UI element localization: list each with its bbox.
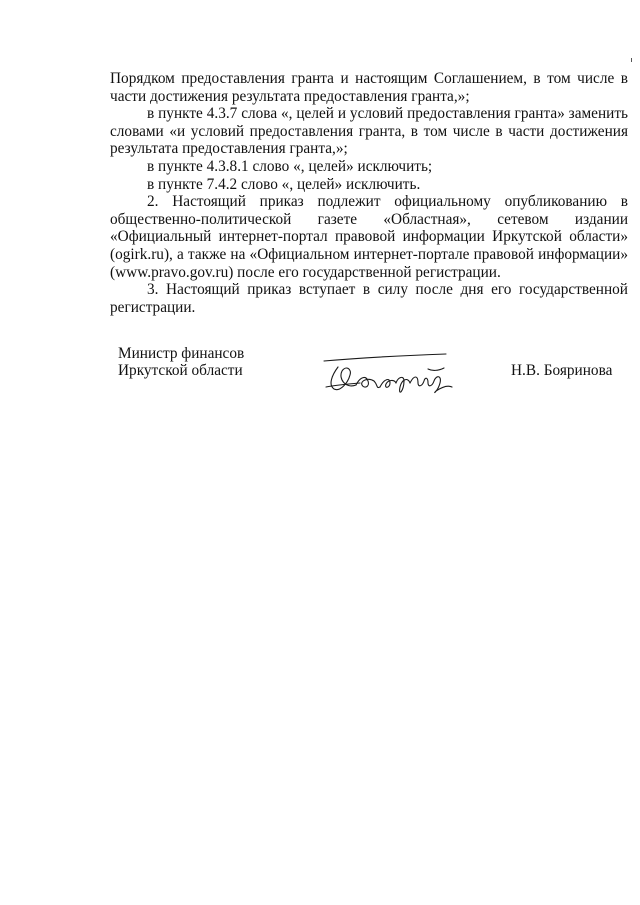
handwritten-signature xyxy=(318,347,458,399)
paragraph-item-4-3-8-1: в пункте 4.3.8.1 слово «, целей» исключить; xyxy=(147,157,433,175)
signatory-name: Н.В. Бояринова xyxy=(511,362,613,379)
paragraph-continuation: Порядком предоставления гранта и настоящим Соглашением, в том числе в части достижения результата предоставления гранта,»; xyxy=(110,70,628,105)
paragraph-item-7-4-2: в пункте 7.4.2 слово «, целей» исключить. xyxy=(147,175,421,193)
signatory-title xyxy=(118,345,298,379)
signature-block xyxy=(118,345,628,405)
paragraph-clause-3: 3. Настоящий приказ вступает в силу после дня его государственной регистрации. xyxy=(110,281,628,316)
paragraph-item-4-3-7: в пункте 4.3.7 слова «, целей и условий предоставления гранта» заменить словами «и условий предоставления гранта, в том числе в части достижения результата предоставления гранта,»; xyxy=(110,105,628,158)
signatory-title-line-2: Иркутской области xyxy=(118,362,243,379)
document-body xyxy=(110,70,628,316)
scan-mark xyxy=(631,58,632,62)
paragraph-clause-2: 2. Настоящий приказ подлежит официальному опубликованию в общественно-политической газете «Областная», сетевом издании «Официальный интернет-портал правовой информации Иркутской области» (ogirk.ru), а также на «Официальном интернет-портале правовой информации» (www.pravo.gov.ru) после его государственной регистрации. xyxy=(110,193,628,281)
signatory-title-line-1: Министр финансов xyxy=(118,345,245,362)
